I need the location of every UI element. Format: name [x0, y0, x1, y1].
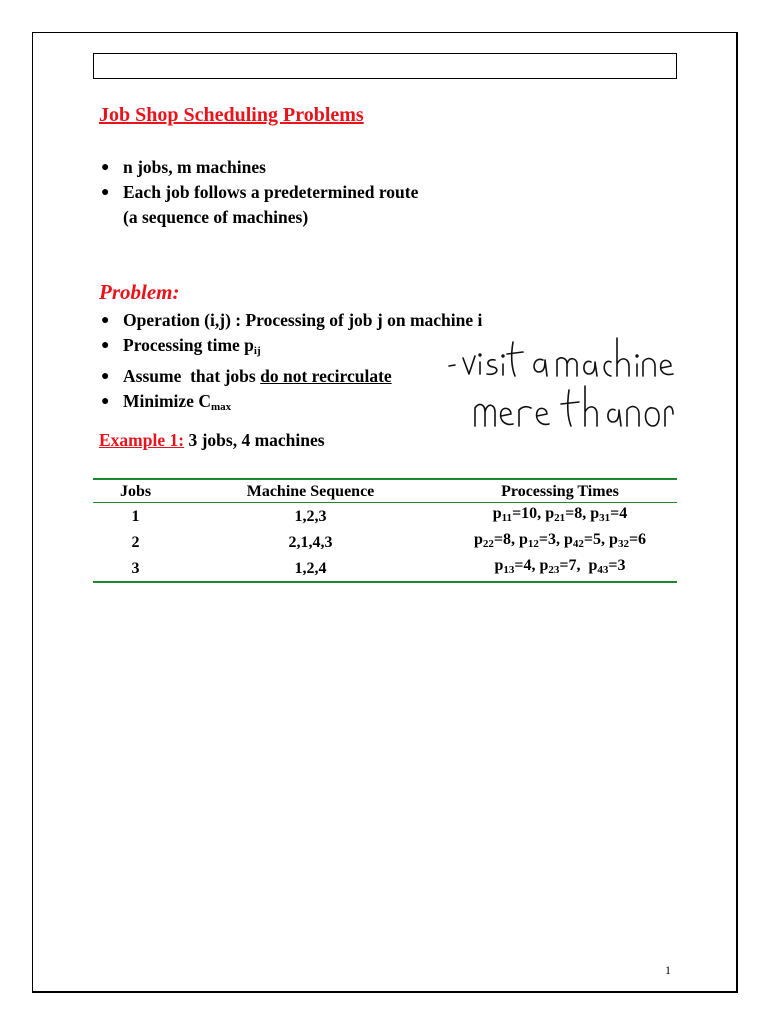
- time-symbol: p: [492, 505, 502, 522]
- time-symbol: p: [588, 557, 598, 574]
- list-item: [99, 180, 418, 230]
- time-symbol: p: [473, 531, 483, 548]
- time-value: =5,: [583, 531, 610, 548]
- time-symbol: p: [539, 557, 549, 574]
- cell-processing-times: [443, 503, 677, 530]
- cell-processing-times: [443, 529, 677, 555]
- time-subscript: 13: [503, 564, 515, 576]
- time-symbol: p: [518, 531, 528, 548]
- operation-text: Operation (i,j) : Processing of job j on machine i: [123, 310, 483, 330]
- assume-text: Assume that jobs: [123, 366, 261, 386]
- bullet-icon: ●: [101, 160, 110, 175]
- bullet-icon: ●: [101, 369, 110, 384]
- bullet-text-continued: (a sequence of machines): [123, 207, 309, 227]
- cell-processing-times: [443, 555, 677, 582]
- time-value: =8,: [493, 531, 519, 548]
- time-symbol: p: [590, 505, 600, 522]
- minimize-subscript: max: [210, 401, 232, 413]
- list-item: [99, 308, 482, 333]
- time-subscript: 43: [597, 564, 609, 576]
- example-label: Example 1:: [99, 430, 185, 450]
- time-symbol: p: [564, 531, 573, 548]
- column-header-processing-times: Processing Times: [501, 483, 619, 500]
- minimize-text: Minimize C: [123, 391, 211, 411]
- time-value: =3,: [538, 531, 564, 548]
- list-item: [99, 155, 418, 180]
- cell-machine-sequence: 1,2,3: [294, 507, 327, 525]
- time-subscript: 31: [599, 512, 611, 524]
- time-subscript: 22: [482, 538, 494, 550]
- cell-machine-sequence: 1,2,4: [294, 559, 327, 577]
- processing-time-subscript: ij: [253, 345, 261, 357]
- page-number: 1: [665, 963, 671, 977]
- cell-job: 3: [131, 559, 140, 577]
- bullet-icon: ●: [101, 394, 110, 409]
- time-value: =4: [610, 505, 628, 522]
- table-row: [93, 555, 677, 582]
- column-header-jobs: Jobs: [119, 483, 152, 500]
- problem-list: [99, 308, 482, 420]
- list-item: [99, 364, 482, 389]
- bullet-icon: ●: [101, 313, 110, 328]
- intro-list: [99, 155, 418, 230]
- table-row: [93, 503, 677, 530]
- time-value: =10,: [512, 505, 546, 522]
- table-body: [93, 503, 677, 583]
- list-item: [99, 333, 482, 364]
- header-box: [93, 53, 677, 79]
- cell-job: 1: [131, 507, 140, 525]
- handwritten-note: [445, 330, 675, 440]
- time-value: =3: [608, 557, 626, 574]
- time-value: =7,: [559, 557, 589, 574]
- list-item: [99, 389, 482, 420]
- bullet-icon: ●: [101, 338, 110, 353]
- time-subscript: 32: [617, 538, 629, 550]
- time-subscript: 23: [548, 564, 560, 576]
- time-symbol: p: [545, 505, 555, 522]
- table-header-row: [93, 479, 677, 503]
- time-subscript: 12: [527, 538, 539, 550]
- time-symbol: p: [494, 557, 504, 574]
- time-value: =6: [628, 531, 647, 548]
- bullet-text: Each job follows a predetermined route: [123, 182, 419, 202]
- time-subscript: 11: [501, 512, 513, 524]
- bullet-icon: ●: [101, 185, 110, 200]
- time-value: =4,: [514, 557, 540, 574]
- time-subscript: 42: [572, 538, 584, 550]
- cell-machine-sequence: 2,1,4,3: [288, 533, 333, 551]
- page-title: Job Shop Scheduling Problems: [99, 104, 364, 126]
- processing-time-text: Processing time p: [123, 335, 254, 355]
- problem-heading: Problem:: [99, 280, 180, 304]
- column-header-machine-sequence: Machine Sequence: [246, 483, 375, 500]
- example-text: 3 jobs, 4 machines: [184, 430, 325, 450]
- time-symbol: p: [609, 531, 618, 548]
- cell-job: 2: [131, 533, 140, 551]
- recirculate-underlined: do not recirculate: [260, 366, 392, 386]
- time-value: =8,: [565, 505, 591, 522]
- example-heading: [99, 430, 325, 451]
- job-table: [93, 478, 677, 583]
- bullet-text: n jobs, m machines: [123, 157, 266, 177]
- table-row: [93, 529, 677, 555]
- time-subscript: 21: [554, 512, 566, 524]
